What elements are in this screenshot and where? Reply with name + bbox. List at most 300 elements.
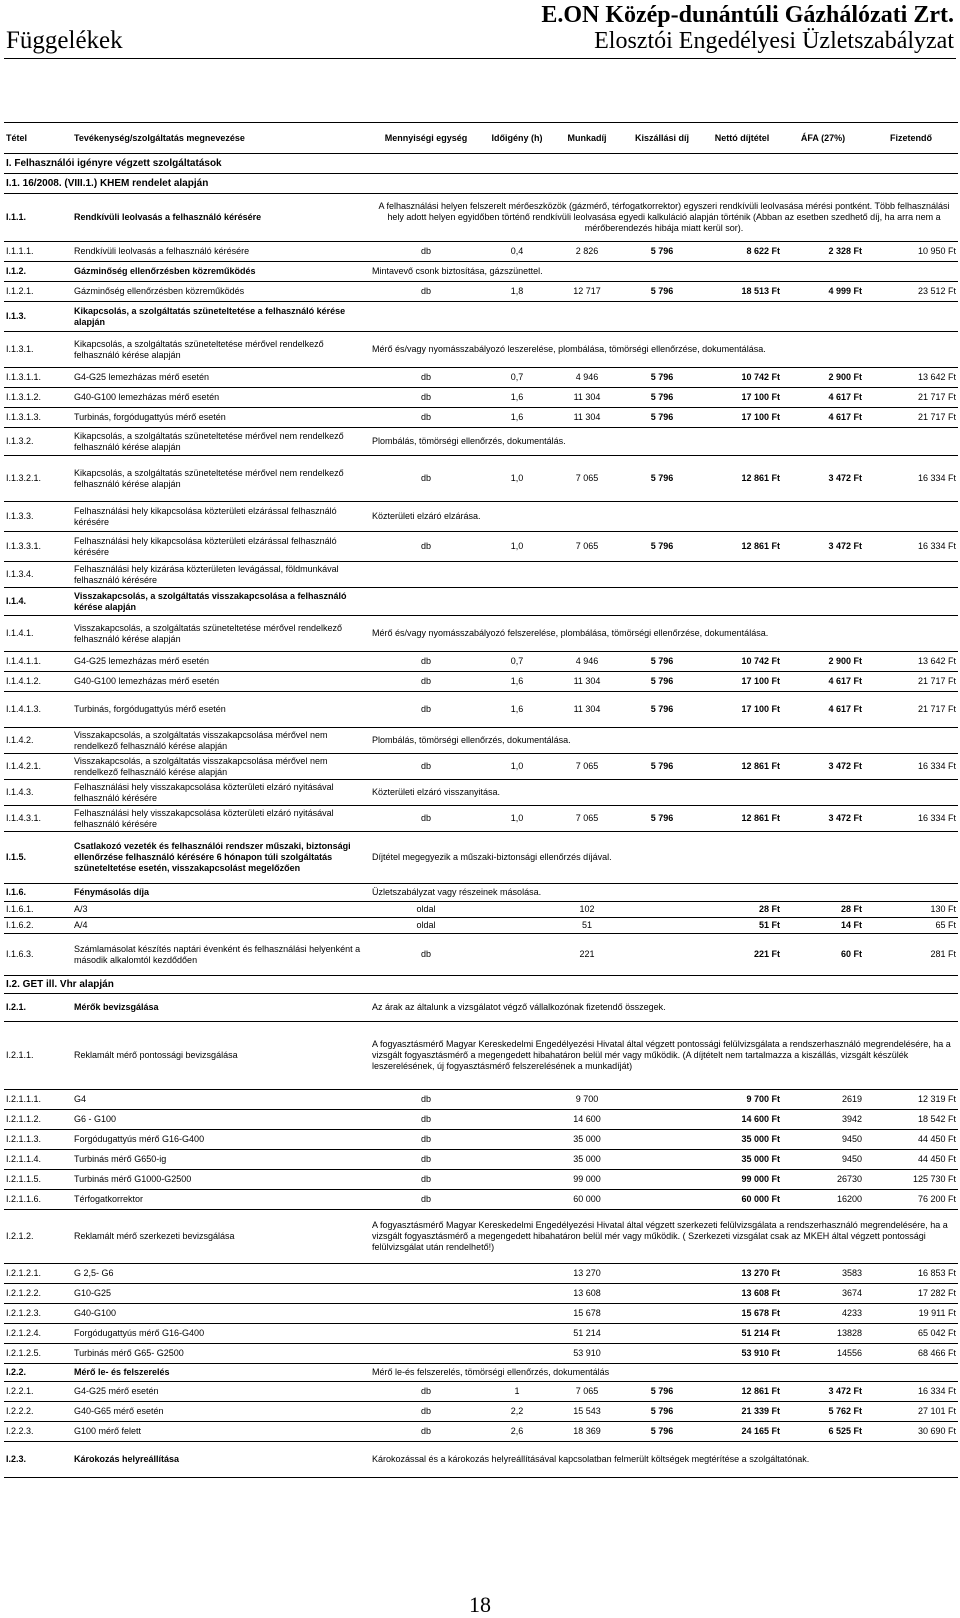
row-vat: 2619 — [782, 1090, 864, 1110]
row-time: 0,7 — [482, 652, 552, 672]
row-vat: 4 617 Ft — [782, 408, 864, 428]
row-service-name: G6 - G100 — [72, 1110, 370, 1130]
price-row — [4, 408, 958, 428]
row-item-code: I.1.4.2. — [4, 728, 72, 754]
row-travel-fee — [622, 1150, 702, 1170]
row-total: 21 717 Ft — [864, 672, 958, 692]
row-unit: db — [370, 692, 482, 728]
row-service-name: Károkozás helyreállítása — [72, 1442, 370, 1478]
row-item-code: I.2.1.1.6. — [4, 1190, 72, 1210]
row-service-name: Rendkívüli leolvasás a felhasználó kérésére — [72, 194, 370, 242]
row-unit: db — [370, 408, 482, 428]
row-travel-fee: 5 796 — [622, 672, 702, 692]
row-service-name: G100 mérő felett — [72, 1422, 370, 1442]
price-row — [4, 532, 958, 562]
row-labor-fee: 12 717 — [552, 282, 622, 302]
row-item-code: I.1.4. — [4, 588, 72, 616]
row-net-fee: 35 000 Ft — [702, 1150, 782, 1170]
row-labor-fee: 51 214 — [552, 1324, 622, 1344]
row-time — [482, 902, 552, 918]
row-service-name: Fénymásolás díja — [72, 884, 370, 902]
row-net-fee: 8 622 Ft — [702, 242, 782, 262]
row-item-code: I.1.3.4. — [4, 562, 72, 588]
page-number: 18 — [469, 1592, 491, 1617]
price-row — [4, 368, 958, 388]
row-net-fee: 18 513 Ft — [702, 282, 782, 302]
row-note — [370, 588, 958, 616]
row-vat: 9450 — [782, 1150, 864, 1170]
row-item-code: I.2.1.1.1. — [4, 1090, 72, 1110]
row-labor-fee: 11 304 — [552, 408, 622, 428]
category-row — [4, 562, 958, 588]
row-time — [482, 1324, 552, 1344]
row-item-code: I.1.4.2.1. — [4, 754, 72, 780]
row-travel-fee: 5 796 — [622, 456, 702, 502]
row-travel-fee — [622, 918, 702, 934]
row-net-fee: 15 678 Ft — [702, 1304, 782, 1324]
row-travel-fee: 5 796 — [622, 806, 702, 832]
row-net-fee: 221 Ft — [702, 934, 782, 976]
row-service-name: Gázminőség ellenőrzésben közreműködés — [72, 262, 370, 282]
row-time: 0,7 — [482, 368, 552, 388]
row-vat: 2 328 Ft — [782, 242, 864, 262]
category-row — [4, 302, 958, 332]
row-item-code: I.2.2.2. — [4, 1402, 72, 1422]
row-travel-fee: 5 796 — [622, 1402, 702, 1422]
row-travel-fee — [622, 1130, 702, 1150]
row-note: Díjtétel megegyezik a műszaki-biztonsági ellenőrzés díjával. — [370, 832, 958, 884]
row-time — [482, 934, 552, 976]
row-note: Mérő és/vagy nyomásszabályozó felszerelése, plombálása, tömörségi ellenőrzése, dokumentálása. — [370, 616, 958, 652]
price-row — [4, 1284, 958, 1304]
row-note: A fogyasztásmérő Magyar Kereskedelmi Engedélyezési Hivatal által végzett pontossági felülvizsgálata a rendszerhasználó megrendelésére, ha a vizsgált fogyasztásmérő a megengedett hibahatáron belül mér vagy működik. (A díjtételt nem tartalmazza a kiszállás, vizsgált készülék leszerelésének, új fogyasztásmérő felszerelésének a munkadíját) — [370, 1022, 958, 1090]
row-item-code: I.1.2.1. — [4, 282, 72, 302]
row-item-code: I.1.4.1.1. — [4, 652, 72, 672]
row-item-code: I.1.3.2. — [4, 428, 72, 456]
row-vat: 13828 — [782, 1324, 864, 1344]
row-item-code: I.1.3.3. — [4, 502, 72, 532]
price-row — [4, 1304, 958, 1324]
row-service-name: Rendkívüli leolvasás a felhasználó kérésére — [72, 242, 370, 262]
row-service-name: Mérők bevizsgálása — [72, 994, 370, 1022]
row-item-code: I.1.3.1. — [4, 332, 72, 368]
col-header-unit: Mennyiségi egység — [370, 123, 482, 154]
row-labor-fee: 4 946 — [552, 368, 622, 388]
row-item-code: I.1.3.3.1. — [4, 532, 72, 562]
row-vat: 3 472 Ft — [782, 456, 864, 502]
row-time — [482, 1344, 552, 1364]
row-unit — [370, 1344, 482, 1364]
row-note — [370, 562, 958, 588]
row-service-name: G4-G25 mérő esetén — [72, 1382, 370, 1402]
row-vat: 3 472 Ft — [782, 1382, 864, 1402]
row-labor-fee: 7 065 — [552, 1382, 622, 1402]
row-service-name: Kikapcsolás, a szolgáltatás szüneteltetése mérővel nem rendelkező felhasználó kérése alapján — [72, 428, 370, 456]
row-unit: db — [370, 1110, 482, 1130]
category-row — [4, 588, 958, 616]
row-labor-fee: 15 678 — [552, 1304, 622, 1324]
category-row — [4, 332, 958, 368]
row-total: 19 911 Ft — [864, 1304, 958, 1324]
row-item-code: I.1.6.2. — [4, 918, 72, 934]
row-net-fee: 17 100 Ft — [702, 692, 782, 728]
row-unit: oldal — [370, 902, 482, 918]
row-labor-fee: 11 304 — [552, 672, 622, 692]
category-row — [4, 832, 958, 884]
row-service-name: Térfogatkorrektor — [72, 1190, 370, 1210]
category-row — [4, 502, 958, 532]
row-service-name: Kikapcsolás, a szolgáltatás szüneteltetése mérővel rendelkező felhasználó kérése alapján — [72, 332, 370, 368]
row-item-code: I.1.6. — [4, 884, 72, 902]
row-service-name: Felhasználási hely visszakapcsolása közterületi elzáró nyitásával felhasználó kérésére — [72, 806, 370, 832]
row-vat: 14556 — [782, 1344, 864, 1364]
price-row — [4, 242, 958, 262]
row-service-name: Reklamált mérő szerkezeti bevizsgálása — [72, 1210, 370, 1264]
row-time: 1,6 — [482, 388, 552, 408]
row-net-fee: 60 000 Ft — [702, 1190, 782, 1210]
row-total: 12 319 Ft — [864, 1090, 958, 1110]
row-note: A felhasználási helyen felszerelt mérőeszközök (gázmérő, térfogatkorrektor) egyszeri rendkívüli leolvasása mérési pontként. Több felhasználási hely adott helyen egyidőben történő rendkívüli leolvasása egyedi kalkuláció alapján történik (Abban az esetben szedhető díj, ha arra nem a mérőberendezés hibája miatt kerül sor). — [370, 194, 958, 242]
row-service-name: Csatlakozó vezeték és felhasználói rendszer műszaki, biztonsági ellenőrzése felhasználó kérésére 6 hónapon túli szolgáltatás szüneteltetése esetén, visszakapcsolást megelőzően — [72, 832, 370, 884]
row-net-fee: 35 000 Ft — [702, 1130, 782, 1150]
row-net-fee: 24 165 Ft — [702, 1422, 782, 1442]
row-labor-fee: 13 270 — [552, 1264, 622, 1284]
row-travel-fee — [622, 1264, 702, 1284]
row-labor-fee: 7 065 — [552, 806, 622, 832]
row-item-code: I.2.1.2.2. — [4, 1284, 72, 1304]
row-unit: db — [370, 456, 482, 502]
row-item-code: I.1.3.1.1. — [4, 368, 72, 388]
row-net-fee: 10 742 Ft — [702, 368, 782, 388]
row-service-name: G40-G100 — [72, 1304, 370, 1324]
row-unit: db — [370, 368, 482, 388]
row-service-name: Visszakapcsolás, a szolgáltatás szüneteltetése mérővel rendelkező felhasználó kérése alapján — [72, 616, 370, 652]
col-header-name: Tevékenység/szolgáltatás megnevezése — [72, 123, 370, 154]
row-vat: 3583 — [782, 1264, 864, 1284]
row-vat: 3 472 Ft — [782, 754, 864, 780]
row-note — [370, 302, 958, 332]
price-row — [4, 456, 958, 502]
row-item-code: I.1.1. — [4, 194, 72, 242]
row-service-name: Turbinás, forgódugattyús mérő esetén — [72, 408, 370, 428]
row-note: Mérő le-és felszerelés, tömörségi ellenőrzés, dokumentálás — [370, 1364, 958, 1382]
row-time: 1 — [482, 1382, 552, 1402]
row-item-code: I.2.2. — [4, 1364, 72, 1382]
row-travel-fee: 5 796 — [622, 1422, 702, 1442]
row-unit — [370, 1284, 482, 1304]
page-header — [0, 0, 960, 60]
row-time: 1,0 — [482, 532, 552, 562]
row-travel-fee: 5 796 — [622, 408, 702, 428]
row-unit: db — [370, 1190, 482, 1210]
row-total: 76 200 Ft — [864, 1190, 958, 1210]
row-time: 2,6 — [482, 1422, 552, 1442]
row-travel-fee: 5 796 — [622, 242, 702, 262]
price-row — [4, 1090, 958, 1110]
price-table-body — [4, 123, 958, 1478]
row-item-code: I.2.1.2.5. — [4, 1344, 72, 1364]
category-row — [4, 428, 958, 456]
row-net-fee: 12 861 Ft — [702, 754, 782, 780]
row-service-name: Visszakapcsolás, a szolgáltatás visszakapcsolása a felhasználó kérése alapján — [72, 588, 370, 616]
row-item-code: I.2.1.1.5. — [4, 1170, 72, 1190]
row-total: 30 690 Ft — [864, 1422, 958, 1442]
row-time: 0,4 — [482, 242, 552, 262]
row-item-code: I.2.1.2.4. — [4, 1324, 72, 1344]
row-service-name: Felhasználási hely kikapcsolása közterületi elzárással felhasználó kérésére — [72, 502, 370, 532]
category-row — [4, 616, 958, 652]
row-service-name: Kikapcsolás, a szolgáltatás szüneteltetése mérővel nem rendelkező felhasználó kérése alapján — [72, 456, 370, 502]
row-travel-fee: 5 796 — [622, 1382, 702, 1402]
category-row — [4, 780, 958, 806]
section-heading-filler — [370, 174, 958, 194]
row-unit: db — [370, 532, 482, 562]
row-labor-fee: 2 826 — [552, 242, 622, 262]
row-vat: 3942 — [782, 1110, 864, 1130]
row-service-name: G4-G25 lemezházas mérő esetén — [72, 368, 370, 388]
row-vat: 26730 — [782, 1170, 864, 1190]
row-service-name: Forgódugattyús mérő G16-G400 — [72, 1130, 370, 1150]
row-vat: 60 Ft — [782, 934, 864, 976]
row-item-code: I.2.1.2.1. — [4, 1264, 72, 1284]
section-heading-row — [4, 174, 958, 194]
row-time: 2,2 — [482, 1402, 552, 1422]
header-document-title: Elosztói Engedélyesi Üzletszabályzat — [594, 28, 954, 54]
row-time: 1,0 — [482, 456, 552, 502]
category-row — [4, 262, 958, 282]
row-unit: db — [370, 282, 482, 302]
row-unit: db — [370, 1382, 482, 1402]
row-service-name: Felhasználási hely visszakapcsolása közterületi elzáró nyitásával felhasználó kérésére — [72, 780, 370, 806]
row-total: 27 101 Ft — [864, 1402, 958, 1422]
row-service-name: Számlamásolat készítés naptári évenként és felhasználási helyenként a második alkalomtól kezdődően — [72, 934, 370, 976]
row-labor-fee: 53 910 — [552, 1344, 622, 1364]
row-travel-fee — [622, 902, 702, 918]
row-travel-fee: 5 796 — [622, 532, 702, 562]
row-note: Közterületi elzáró elzárása. — [370, 502, 958, 532]
row-labor-fee: 102 — [552, 902, 622, 918]
row-time — [482, 1264, 552, 1284]
price-row — [4, 806, 958, 832]
price-row — [4, 1130, 958, 1150]
row-service-name: Turbinás mérő G650-ig — [72, 1150, 370, 1170]
row-net-fee: 17 100 Ft — [702, 388, 782, 408]
price-row — [4, 902, 958, 918]
row-unit — [370, 1264, 482, 1284]
row-total: 16 334 Ft — [864, 1382, 958, 1402]
price-row — [4, 918, 958, 934]
row-time — [482, 1090, 552, 1110]
price-row — [4, 1264, 958, 1284]
section-heading-filler — [370, 154, 958, 174]
row-service-name: Felhasználási hely kikapcsolása közterületi elzárással felhasználó kérésére — [72, 532, 370, 562]
section-heading-row — [4, 976, 958, 994]
row-item-code: I.1.3.2.1. — [4, 456, 72, 502]
price-table — [4, 122, 958, 1478]
row-time — [482, 1110, 552, 1130]
price-row — [4, 1382, 958, 1402]
row-note: Károkozással és a károkozás helyreállításával kapcsolatban felmerült költségek megtérítése a szolgáltatónak. — [370, 1442, 958, 1478]
row-total: 21 717 Ft — [864, 692, 958, 728]
row-unit: db — [370, 1150, 482, 1170]
row-item-code: I.1.3.1.3. — [4, 408, 72, 428]
row-time — [482, 1170, 552, 1190]
row-time: 1,0 — [482, 806, 552, 832]
header-divider — [4, 58, 956, 59]
row-item-code: I.2.3. — [4, 1442, 72, 1478]
row-note: Plombálás, tömörségi ellenőrzés, dokumentálás. — [370, 428, 958, 456]
row-item-code: I.1.4.1.3. — [4, 692, 72, 728]
row-labor-fee: 7 065 — [552, 532, 622, 562]
row-net-fee: 21 339 Ft — [702, 1402, 782, 1422]
row-item-code: I.2.1. — [4, 994, 72, 1022]
row-item-code: I.1.6.1. — [4, 902, 72, 918]
row-vat: 4 999 Ft — [782, 282, 864, 302]
table-header-row — [4, 123, 958, 154]
row-travel-fee: 5 796 — [622, 754, 702, 780]
row-total: 21 717 Ft — [864, 388, 958, 408]
category-row — [4, 1022, 958, 1090]
row-total: 10 950 Ft — [864, 242, 958, 262]
row-time: 1,8 — [482, 282, 552, 302]
row-vat: 14 Ft — [782, 918, 864, 934]
category-row — [4, 994, 958, 1022]
row-labor-fee: 35 000 — [552, 1130, 622, 1150]
row-time — [482, 1150, 552, 1170]
row-item-code: I.2.1.2. — [4, 1210, 72, 1264]
row-time — [482, 1284, 552, 1304]
row-total: 65 Ft — [864, 918, 958, 934]
row-travel-fee — [622, 1324, 702, 1344]
row-labor-fee: 35 000 — [552, 1150, 622, 1170]
row-labor-fee: 4 946 — [552, 652, 622, 672]
row-unit: oldal — [370, 918, 482, 934]
price-row — [4, 754, 958, 780]
row-item-code: I.2.1.1. — [4, 1022, 72, 1090]
row-unit: db — [370, 806, 482, 832]
row-labor-fee: 60 000 — [552, 1190, 622, 1210]
row-service-name: G40-G100 lemezházas mérő esetén — [72, 388, 370, 408]
category-row — [4, 1210, 958, 1264]
row-net-fee: 53 910 Ft — [702, 1344, 782, 1364]
row-net-fee: 28 Ft — [702, 902, 782, 918]
row-item-code: I.2.2.3. — [4, 1422, 72, 1442]
col-header-total: Fizetendő — [864, 123, 958, 154]
row-travel-fee — [622, 1304, 702, 1324]
row-unit: db — [370, 1170, 482, 1190]
row-total: 68 466 Ft — [864, 1344, 958, 1364]
row-time: 1,0 — [482, 754, 552, 780]
row-net-fee: 17 100 Ft — [702, 408, 782, 428]
row-labor-fee: 15 543 — [552, 1402, 622, 1422]
row-total: 23 512 Ft — [864, 282, 958, 302]
row-total: 16 853 Ft — [864, 1264, 958, 1284]
row-unit: db — [370, 1402, 482, 1422]
row-vat: 5 762 Ft — [782, 1402, 864, 1422]
row-unit: db — [370, 1090, 482, 1110]
row-item-code: I.1.4.3. — [4, 780, 72, 806]
row-service-name: G 2,5- G6 — [72, 1264, 370, 1284]
row-labor-fee: 14 600 — [552, 1110, 622, 1130]
row-vat: 3674 — [782, 1284, 864, 1304]
row-net-fee: 14 600 Ft — [702, 1110, 782, 1130]
row-total: 281 Ft — [864, 934, 958, 976]
row-total: 44 450 Ft — [864, 1130, 958, 1150]
row-labor-fee: 7 065 — [552, 456, 622, 502]
row-travel-fee — [622, 1110, 702, 1130]
category-row — [4, 194, 958, 242]
row-service-name: Turbinás, forgódugattyús mérő esetén — [72, 692, 370, 728]
row-vat: 2 900 Ft — [782, 652, 864, 672]
row-labor-fee: 11 304 — [552, 692, 622, 728]
row-labor-fee: 221 — [552, 934, 622, 976]
section-heading-filler — [370, 976, 958, 994]
row-unit: db — [370, 1422, 482, 1442]
row-vat: 4233 — [782, 1304, 864, 1324]
row-time: 1,6 — [482, 408, 552, 428]
row-net-fee: 12 861 Ft — [702, 532, 782, 562]
price-row — [4, 1324, 958, 1344]
row-service-name: Kikapcsolás, a szolgáltatás szüneteltetése a felhasználó kérése alapján — [72, 302, 370, 332]
row-service-name: G4 — [72, 1090, 370, 1110]
price-row — [4, 1422, 958, 1442]
col-header-time: Időigény (h) — [482, 123, 552, 154]
row-item-code: I.1.6.3. — [4, 934, 72, 976]
row-travel-fee — [622, 1170, 702, 1190]
price-row — [4, 1150, 958, 1170]
row-item-code: I.2.1.1.3. — [4, 1130, 72, 1150]
row-service-name: Turbinás mérő G65- G2500 — [72, 1344, 370, 1364]
row-service-name: Turbinás mérő G1000-G2500 — [72, 1170, 370, 1190]
row-net-fee: 12 861 Ft — [702, 456, 782, 502]
row-vat: 3 472 Ft — [782, 806, 864, 832]
row-note: A fogyasztásmérő Magyar Kereskedelmi Engedélyezési Hivatal által végzett szerkezeti felülvizsgálata a rendszerhasználó megrendelésére, ha a vizsgált fogyasztásmérő a megengedett hibahatáron belül mér vagy működik. ( Szerkezeti vizsgálat csak az MKEH által végzett pontossági felülvizsgálat után rendelhető!) — [370, 1210, 958, 1264]
row-service-name: Reklamált mérő pontossági bevizsgálása — [72, 1022, 370, 1090]
row-service-name: Gázminőség ellenőrzésben közreműködés — [72, 282, 370, 302]
price-row — [4, 1402, 958, 1422]
row-vat: 4 617 Ft — [782, 672, 864, 692]
row-item-code: I.1.4.3.1. — [4, 806, 72, 832]
row-service-name: A/3 — [72, 902, 370, 918]
row-item-code: I.1.3.1.2. — [4, 388, 72, 408]
section-heading-row — [4, 154, 958, 174]
row-net-fee: 51 214 Ft — [702, 1324, 782, 1344]
price-row — [4, 388, 958, 408]
price-row — [4, 282, 958, 302]
row-unit: db — [370, 388, 482, 408]
row-time — [482, 1304, 552, 1324]
price-row — [4, 692, 958, 728]
row-vat: 4 617 Ft — [782, 692, 864, 728]
category-row — [4, 1364, 958, 1382]
row-total: 16 334 Ft — [864, 456, 958, 502]
row-unit: db — [370, 672, 482, 692]
row-item-code: I.2.2.1. — [4, 1382, 72, 1402]
row-vat: 16200 — [782, 1190, 864, 1210]
price-row — [4, 652, 958, 672]
row-service-name: Mérő le- és felszerelés — [72, 1364, 370, 1382]
col-header-labor: Munkadíj — [552, 123, 622, 154]
row-total: 16 334 Ft — [864, 806, 958, 832]
row-service-name: A/4 — [72, 918, 370, 934]
row-total: 18 542 Ft — [864, 1110, 958, 1130]
row-vat: 9450 — [782, 1130, 864, 1150]
row-item-code: I.1.2. — [4, 262, 72, 282]
row-item-code: I.2.1.1.4. — [4, 1150, 72, 1170]
row-note: Mérő és/vagy nyomásszabályozó leszerelése, plombálása, tömörségi ellenőrzése, dokumentálása. — [370, 332, 958, 368]
row-net-fee: 12 861 Ft — [702, 806, 782, 832]
row-travel-fee — [622, 1190, 702, 1210]
